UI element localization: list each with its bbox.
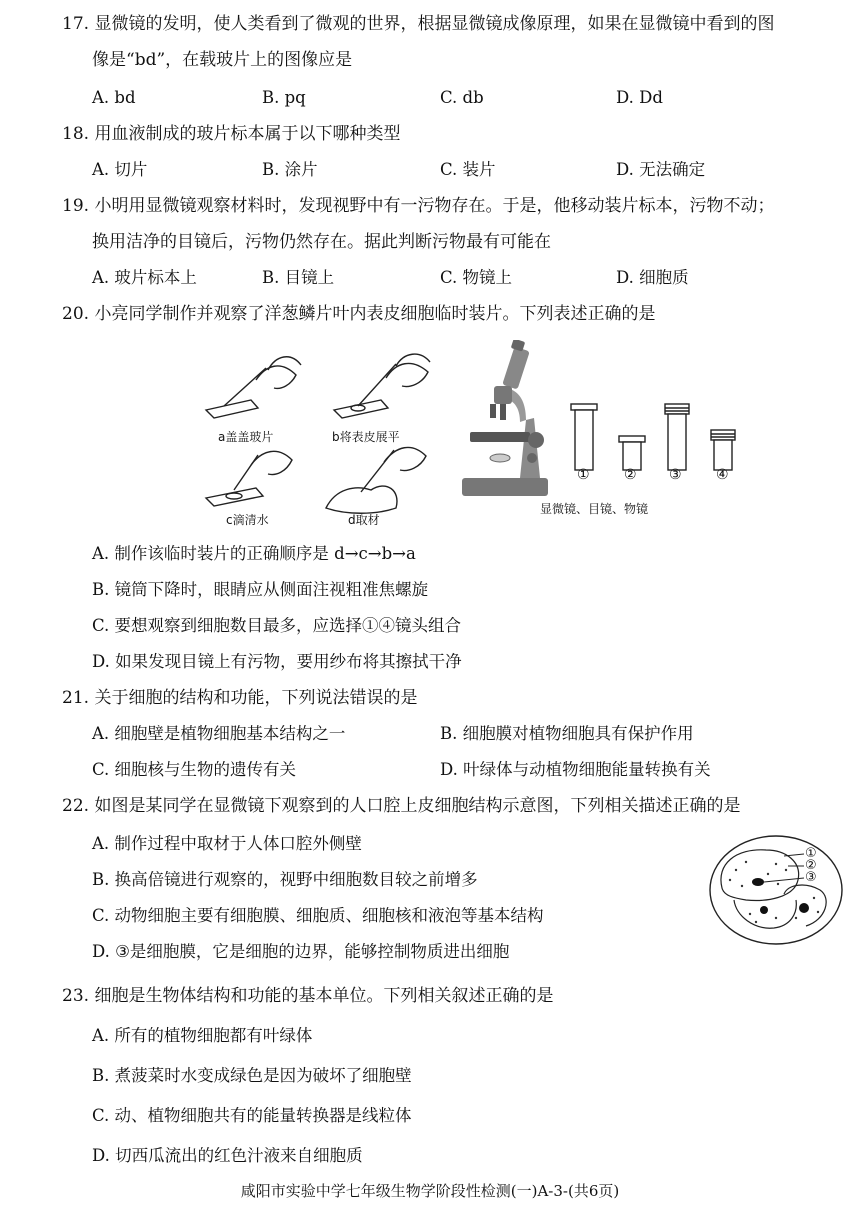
question-23-option-a[interactable]: A. 所有的植物细胞都有叶绿体 — [92, 1026, 313, 1045]
question-23-stem: 23. 细胞是生物体结构和功能的基本单位。下列相关叙述正确的是 — [62, 986, 554, 1006]
cell-label-1: ① — [805, 846, 817, 861]
lens-number-2: ② — [624, 467, 637, 483]
question-21-stem: 21. 关于细胞的结构和功能，下列说法错误的是 — [62, 688, 418, 708]
option-b[interactable]: B. pq — [262, 88, 306, 107]
question-20-option-b[interactable]: B. 镜筒下降时，眼睛应从侧面注视粗准焦螺旋 — [92, 580, 429, 599]
option-a[interactable]: A. 玻片标本上 — [92, 268, 197, 287]
option-a[interactable]: A. 切片 — [92, 160, 148, 179]
page-footer: 咸阳市实验中学七年级生物学阶段性检测(一)A-3-(共6页) — [240, 1182, 620, 1200]
option-b[interactable]: B. 涂片 — [262, 160, 318, 179]
option-c[interactable]: C. db — [440, 88, 484, 107]
option-d[interactable]: D. 无法确定 — [616, 160, 706, 179]
option-b[interactable]: B. 细胞膜对植物细胞具有保护作用 — [440, 724, 694, 743]
question-19-stem: 19. 小明用显微镜观察材料时，发现视野中有一污物存在。于是，他移动装片标本，污物不动； — [62, 196, 775, 216]
question-20-option-c[interactable]: C. 要想观察到细胞数目最多，应选择①④镜头组合 — [92, 616, 462, 635]
option-c[interactable]: C. 物镜上 — [440, 268, 513, 287]
question-18-stem: 18. 用血液制成的玻片标本属于以下哪种类型 — [62, 124, 401, 144]
lens-number-4: ④ — [716, 467, 729, 483]
option-c[interactable]: C. 细胞核与生物的遗传有关 — [92, 760, 297, 779]
question-22-option-b[interactable]: B. 换高倍镜进行观察的，视野中细胞数目较之前增多 — [92, 870, 478, 889]
question-22-option-a[interactable]: A. 制作过程中取材于人体口腔外侧壁 — [92, 834, 362, 853]
step-b-label: b将表皮展平 — [332, 430, 400, 444]
question-17-stem-cont: 像是“bd”，在载玻片上的图像应是 — [92, 50, 353, 70]
option-a[interactable]: A. bd — [92, 88, 136, 107]
question-19-stem-cont: 换用洁净的目镜后，污物仍然存在。据此判断污物最有可能在 — [92, 232, 551, 252]
question-20-stem: 20. 小亮同学制作并观察了洋葱鳞片叶内表皮细胞临时装片。下列表述正确的是 — [62, 304, 656, 324]
option-d[interactable]: D. 细胞质 — [616, 268, 689, 287]
cell-label-2: ② — [805, 858, 817, 873]
question-23-option-c[interactable]: C. 动、植物细胞共有的能量转换器是线粒体 — [92, 1106, 412, 1125]
question-22-option-c[interactable]: C. 动物细胞主要有细胞膜、细胞质、细胞核和液泡等基本结构 — [92, 906, 544, 925]
option-d[interactable]: D. 叶绿体与动植物细胞能量转换有关 — [440, 760, 711, 779]
option-c[interactable]: C. 装片 — [440, 160, 496, 179]
question-22-option-d[interactable]: D. ③是细胞膜，它是细胞的边界，能够控制物质进出细胞 — [92, 942, 510, 961]
option-a[interactable]: A. 细胞壁是植物细胞基本结构之一 — [92, 724, 346, 743]
step-c-label: c滴清水 — [226, 513, 269, 527]
cheek-cell-figure — [706, 828, 846, 948]
question-22-stem: 22. 如图是某同学在显微镜下观察到的人口腔上皮细胞结构示意图，下列相关描述正确的是 — [62, 796, 741, 816]
question-23-option-d[interactable]: D. 切西瓜流出的红色汁液来自细胞质 — [92, 1146, 363, 1165]
lens-number-3: ③ — [669, 467, 682, 483]
lens-number-1: ① — [577, 467, 590, 483]
option-b[interactable]: B. 目镜上 — [262, 268, 335, 287]
option-d[interactable]: D. Dd — [616, 88, 663, 107]
step-d-label: d取材 — [348, 513, 380, 527]
question-20-option-d[interactable]: D. 如果发现目镜上有污物，要用纱布将其擦拭干净 — [92, 652, 462, 671]
question-17-stem: 17. 显微镜的发明，使人类看到了微观的世界，根据显微镜成像原理，如果在显微镜中看到的图 — [62, 14, 775, 34]
question-23-option-b[interactable]: B. 煮菠菜时水变成绿色是因为破坏了细胞壁 — [92, 1066, 412, 1085]
microscope-icon — [460, 340, 550, 500]
figure-caption: 显微镜、目镜、物镜 — [540, 502, 649, 516]
step-a-label: a盖盖玻片 — [218, 430, 274, 444]
question-20-option-a[interactable]: A. 制作该临时装片的正确顺序是 d→c→b→a — [92, 544, 416, 563]
cell-label-3: ③ — [805, 870, 817, 885]
